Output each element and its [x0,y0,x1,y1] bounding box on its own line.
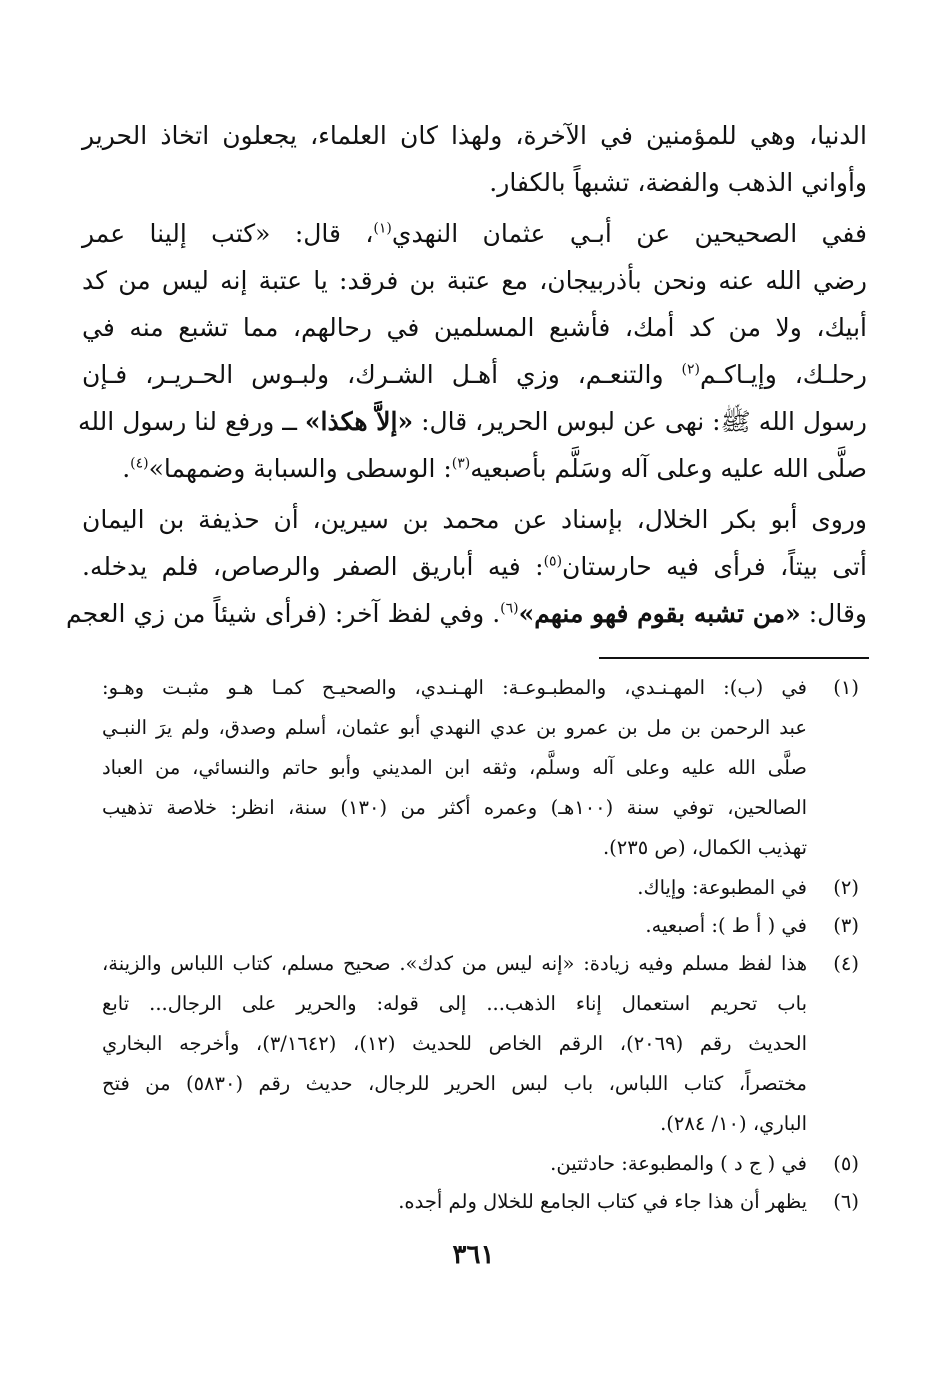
footnote-number: (٣) [833,914,859,937]
footnote-line: يظهر أن هذا جاء في كتاب الجامع للخلال ولم أجده. [398,1190,807,1213]
footnote-1 [102,668,859,868]
footnote-number: (٥) [833,1152,859,1175]
footnote-line: هذا لفظ مسلم وفيه زيادة: «إنه ليس من كدك». صحيح مسلم، كتاب اللباس والزينة، [102,952,807,975]
footnote-number: (٦) [833,1190,859,1213]
text-line: رضي الله عنه ونحن بأذربيجان، مع عتبة بن فرقد: يا عتبة إنه ليس من كد [82,266,867,295]
text-line: أبيك، ولا من كد أمك، فأشبع المسلمين في رحالهم، مما تشبع منه في [82,313,867,342]
footnote-line: الباري، (١٠/ ٢٨٤). [660,1112,807,1135]
footnote-5 [102,1144,859,1184]
footnote-ref: (٤) [130,455,149,472]
footnote-ref: (٦) [500,600,519,617]
main-text [66,112,868,637]
footnote-ref: (٣) [451,455,471,472]
text-line: وقال: «من تشبه بقوم فهو منهم»$^{(٦)}$. وفي لفظ آخر: (فرأى شيئاً من زي العجم [66,599,867,628]
text-line: رسول الله ﷺ: نهى عن لبوس الحرير، قال: «إلاَّ هكذا» ــ ورفع لنا رسول الله [78,407,867,436]
footnote-6 [102,1182,859,1222]
text-line: وأواني الذهب والفضة، تشبهاً بالكفار. [489,168,867,197]
footnote-line: في المطبوعة: وإياك. [637,876,807,899]
footnote-line: في (ب): المهـنـدي، والمطبـوعـة: الهـنـدي، والصحيـح كمـا هـو مثبـت وهـو: [102,676,807,699]
footnote-number: (٤) [833,952,859,975]
footnote-line: في ( أ ط ): أصبعيه. [645,914,807,937]
footnote-ref: (٥) [543,553,563,570]
footnote-line: الحديث رقم (٢٠٦٩)، الرقم الخاص للحديث (١٢)، (٣/١٦٤٢)، وأخرجه البخاري [102,1032,807,1055]
quote-bold: «إلاَّ هكذا» [304,407,414,436]
text-line: الدنيا، وهي للمؤمنين في الآخرة، ولهذا كان العلماء، يجعلون اتخاذ الحرير [82,121,867,150]
text-line: ففي الصحيحين عن أبـي عثمان النهدي$^{(١)}$، قال: «كتب إلينا عمر [82,219,867,248]
footnote-line: صلَّى الله عليه وعلى آله وسلَّم، وثقه ابن المديني وأبو حاتم والنسائي، من العباد [102,756,807,779]
footnote-line: تهذيب الكمال، (ص ٢٣٥). [602,836,807,859]
footnote-line: الصالحين، توفي سنة (١٠٠هـ) وعمره أكثر من (١٣٠) سنة، انظر: خلاصة تذهيب [102,796,807,819]
footnote-4 [102,944,859,1144]
footnote-ref: (١) [373,220,392,237]
page-number: ٣٦١ [452,1240,495,1270]
footnote-2 [102,868,859,908]
footnotes [102,668,859,1220]
footnote-line: في ( ج د ) والمطبوعة: حادثتين. [550,1152,807,1175]
footnote-3 [102,906,859,946]
text-line: صلَّى الله عليه وعلى آله وسَلَّم بأصبعيه$^{(٣)}$: الوسطى والسبابة وضمهما»$^{(٤)}$. [122,454,867,483]
quote-bold: «من تشبه بقوم فهو منهم» [518,599,801,628]
footnote-line: باب تحريم استعمال إناء الذهب... إلى قوله: والحرير على الرجال... تابع [102,992,807,1015]
footnote-number: (٢) [833,876,859,899]
footnote-ref: (٢) [681,361,700,378]
footnote-number: (١) [833,676,859,699]
footnote-line: مختصراً، كتاب اللباس، باب لبس الحرير للرجال، حديث رقم (٥٨٣٠) من فتح [102,1072,807,1095]
footnote-line: عبد الرحمن بن مل بن عمرو بن عدي النهدي أبو عثمان، أسلم وصدق، ولم يرَ النبـي [102,716,807,739]
footnote-divider [599,657,869,659]
text-line: رحلـك، وإيـاكـم$^{(٢)}$ والتنعـم، وزي أهـل الشـرك، ولبـوس الحـريـر، فـإن [82,360,867,389]
text-line: أتى بيتاً، فرأى فيه حارستان$^{(٥)}$: فيه أباريق الصفر والرصاص، فلم يدخله. [82,552,868,581]
text-line: وروى أبو بكر الخلال، بإسناد عن محمد بن سيرين، أن حذيفة بن اليمان [82,505,867,534]
